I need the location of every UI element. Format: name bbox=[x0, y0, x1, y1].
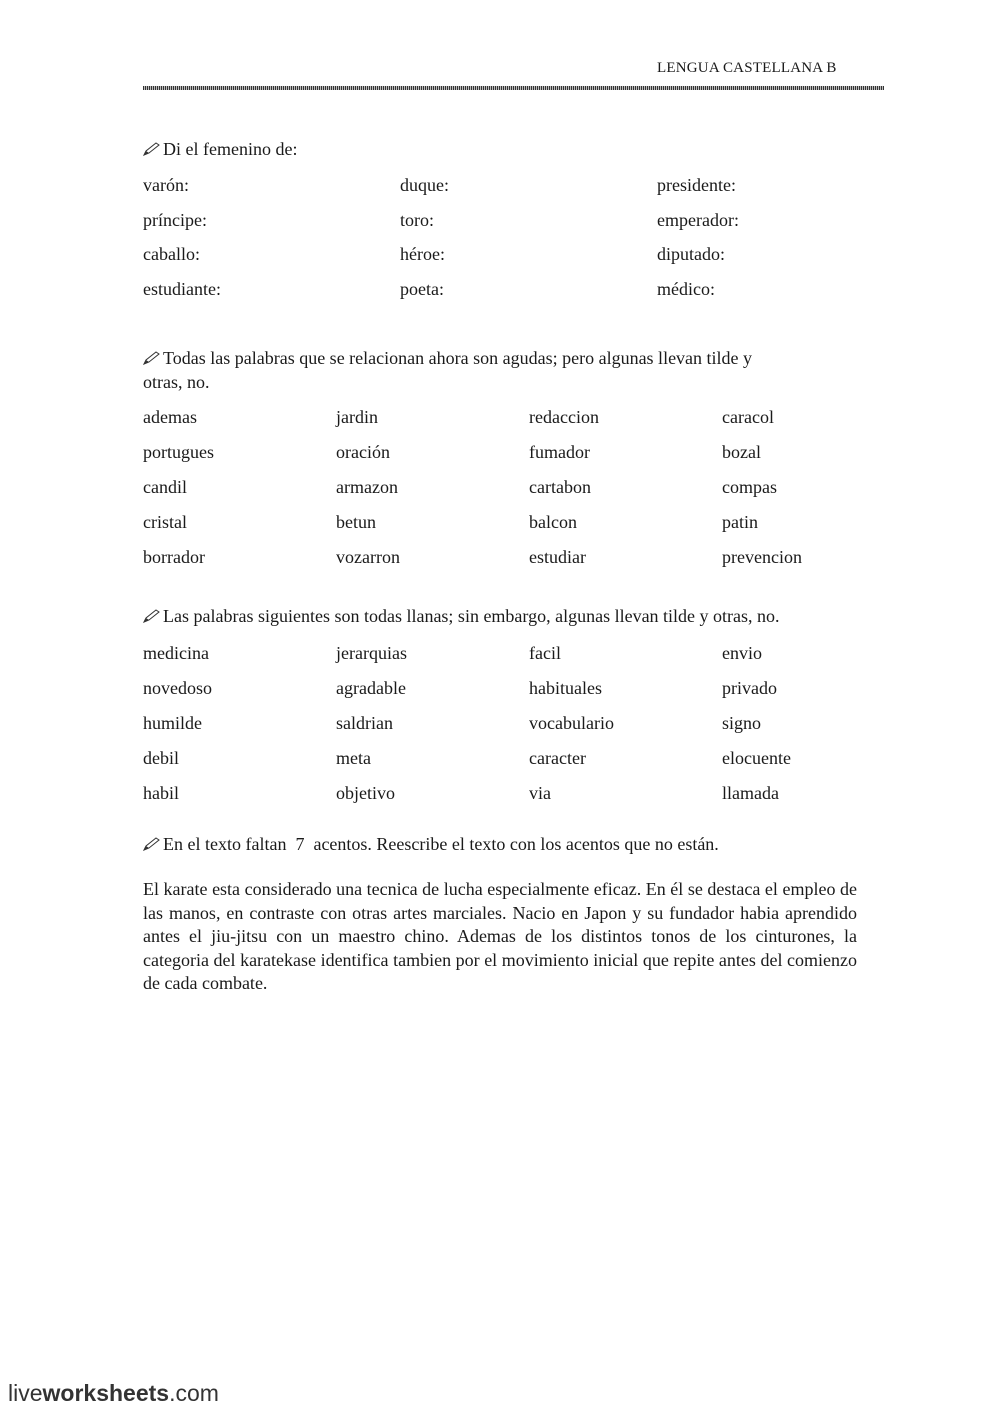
word-cell: medicina bbox=[143, 643, 209, 663]
karate-paragraph: El karate esta considerado una tecnica de lucha especialmente eficaz. En él se destaca el empleo de las manos, en contraste con otras artes marciales. Nacio en Japon y su fundador habia aprendido antes el jiu-jitsu con un maestro chino. Ademas de los distintos tonos de los cinturones, la categoria del karatekase identifica tambien por el movimiento inicial que repite antes del comienzo de cada combate. bbox=[143, 879, 857, 993]
word-cell: portugues bbox=[143, 442, 214, 462]
table-row bbox=[143, 279, 863, 314]
pencil-icon bbox=[143, 837, 161, 851]
word-cell: habil bbox=[143, 783, 179, 803]
word-cell: cristal bbox=[143, 512, 187, 532]
word-cell: príncipe: bbox=[143, 209, 207, 230]
word-cell: redaccion bbox=[529, 407, 599, 427]
word-cell: cartabon bbox=[529, 477, 591, 497]
word-cell: varón: bbox=[143, 175, 189, 195]
word-cell: signo bbox=[722, 713, 762, 733]
word-cell: prevencion bbox=[722, 547, 802, 567]
word-cell: poeta: bbox=[400, 278, 444, 299]
section3-instruction-text: Las palabras siguientes son todas llanas; sin embargo, algunas llevan tilde y otras, no. bbox=[163, 606, 780, 626]
word-cell: borrador bbox=[143, 547, 205, 567]
word-cell: candil bbox=[143, 477, 187, 497]
word-cell: humilde bbox=[143, 713, 202, 733]
word-cell: vocabulario bbox=[529, 713, 614, 733]
llanas-word-grid bbox=[143, 643, 863, 818]
word-cell: envio bbox=[722, 643, 762, 663]
word-cell: privado bbox=[722, 678, 777, 698]
word-cell: héroe: bbox=[400, 244, 445, 264]
word-cell: agradable bbox=[336, 678, 406, 698]
table-row bbox=[143, 547, 863, 582]
table-row bbox=[143, 512, 863, 547]
word-cell: facil bbox=[529, 643, 561, 663]
word-cell: objetivo bbox=[336, 783, 395, 803]
section2-instruction bbox=[143, 346, 752, 394]
word-cell: ademas bbox=[143, 407, 197, 427]
table-row bbox=[143, 210, 863, 245]
section2-instruction-line2: otras, no. bbox=[143, 372, 210, 392]
table-row bbox=[143, 748, 863, 783]
pencil-icon bbox=[143, 609, 161, 623]
word-cell: estudiar bbox=[529, 547, 586, 567]
section1-instruction bbox=[143, 137, 297, 161]
pencil-icon bbox=[143, 142, 161, 156]
brand-tld: .com bbox=[169, 1380, 219, 1406]
word-cell: vozarron bbox=[336, 547, 400, 567]
word-cell: elocuente bbox=[722, 748, 791, 768]
table-row bbox=[143, 442, 863, 477]
brand-bold: worksheets bbox=[42, 1380, 170, 1406]
word-cell: duque: bbox=[400, 175, 449, 195]
word-cell: médico: bbox=[657, 278, 715, 299]
page-header-title: LENGUA CASTELLANA B bbox=[657, 60, 837, 76]
section1-instruction-text: Di el femenino de: bbox=[163, 139, 298, 159]
footer-brand bbox=[8, 1380, 219, 1407]
word-cell: emperador: bbox=[657, 209, 739, 230]
word-cell: meta bbox=[336, 748, 371, 768]
word-cell: toro: bbox=[400, 209, 434, 230]
word-cell: debil bbox=[143, 748, 179, 768]
table-row bbox=[143, 407, 863, 442]
word-cell: estudiante: bbox=[143, 278, 221, 299]
brand-light: live bbox=[8, 1380, 43, 1406]
word-cell: armazon bbox=[336, 477, 398, 497]
feminine-word-grid bbox=[143, 175, 863, 313]
section4-instruction bbox=[143, 832, 719, 856]
word-cell: oración bbox=[336, 442, 390, 462]
table-row bbox=[143, 643, 863, 678]
word-cell: compas bbox=[722, 477, 777, 497]
table-row bbox=[143, 175, 863, 210]
table-row bbox=[143, 783, 863, 818]
word-cell: habituales bbox=[529, 678, 602, 698]
word-cell: caracol bbox=[722, 407, 774, 427]
word-cell: novedoso bbox=[143, 678, 212, 698]
table-row bbox=[143, 244, 863, 279]
word-cell: betun bbox=[336, 512, 376, 532]
word-cell: caracter bbox=[529, 748, 586, 768]
section3-instruction bbox=[143, 604, 780, 628]
word-cell: patin bbox=[722, 512, 758, 532]
table-row bbox=[143, 713, 863, 748]
word-cell: jerarquias bbox=[336, 643, 407, 663]
word-cell: via bbox=[529, 783, 551, 803]
table-row bbox=[143, 678, 863, 713]
header-rule bbox=[143, 86, 884, 90]
section2-instruction-line1: Todas las palabras que se relacionan ahora son agudas; pero algunas llevan tilde y bbox=[163, 348, 753, 368]
word-cell: llamada bbox=[722, 783, 779, 803]
word-cell: fumador bbox=[529, 442, 590, 462]
word-cell: presidente: bbox=[657, 175, 736, 195]
pencil-icon bbox=[143, 351, 161, 365]
agudas-word-grid bbox=[143, 407, 863, 582]
word-cell: caballo: bbox=[143, 244, 200, 264]
section4-instruction-text: En el texto faltan 7 acentos. Reescribe el texto con los acentos que no están. bbox=[163, 834, 719, 854]
word-cell: saldrian bbox=[336, 713, 393, 733]
table-row bbox=[143, 477, 863, 512]
word-cell: bozal bbox=[722, 442, 761, 462]
word-cell: balcon bbox=[529, 512, 577, 532]
word-cell: jardin bbox=[336, 407, 378, 427]
word-cell: diputado: bbox=[657, 244, 725, 264]
